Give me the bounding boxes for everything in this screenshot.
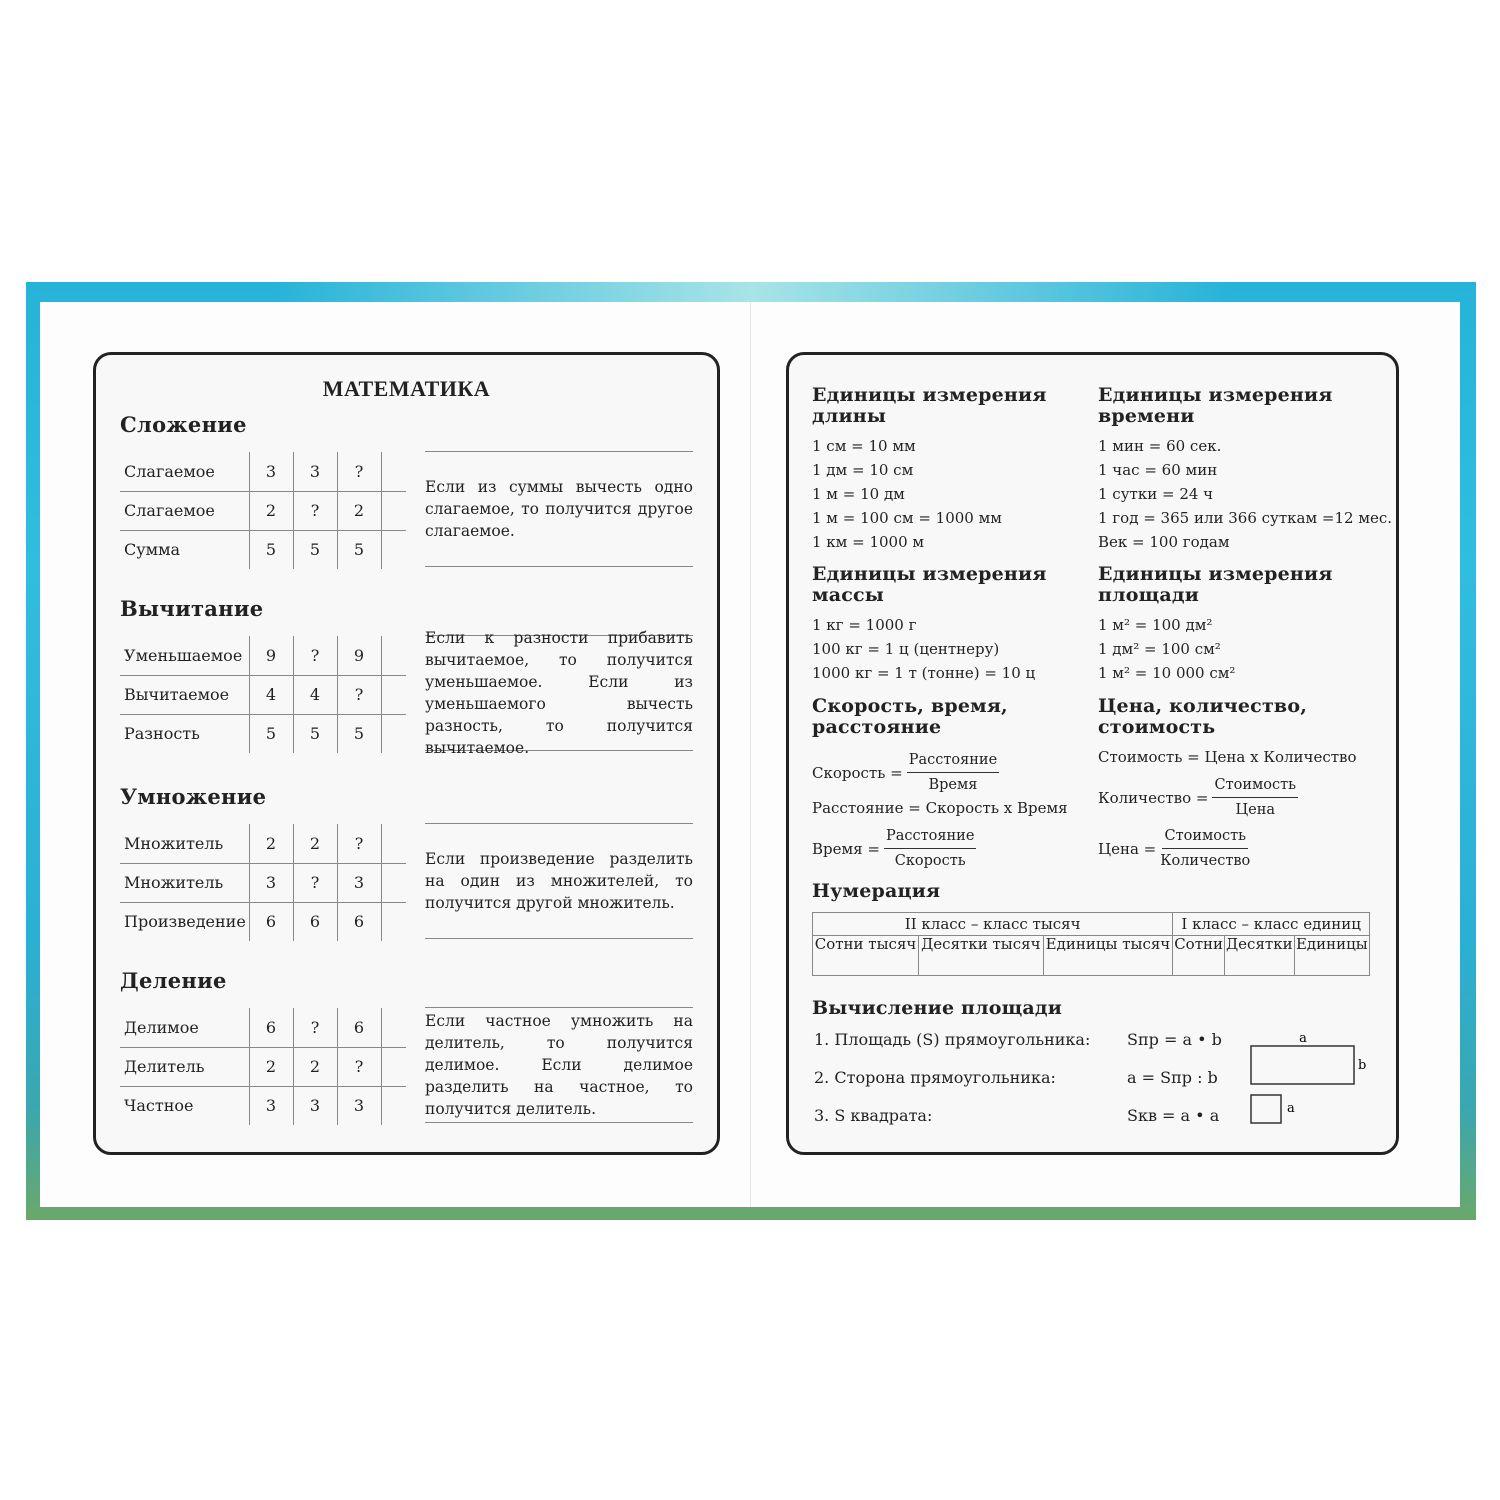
column-divider (293, 636, 294, 753)
row-label: Множитель (124, 873, 224, 892)
row-label: Слагаемое (124, 501, 215, 520)
operation-table (120, 636, 406, 753)
cell-value: ? (310, 1018, 320, 1037)
side-a-label: a (1299, 1031, 1307, 1046)
numerator: Расстояние (884, 824, 976, 849)
column-divider (337, 1008, 338, 1125)
rule-text: Если к разности прибавить вычитаемое, то получится уменьшаемое. Если из уменьшаемого вычесть разность, то получится вычитаемое. (425, 629, 693, 757)
formula-lhs: Скорость = (812, 763, 903, 782)
class-thousands: II класс – класс тысяч (813, 913, 1173, 936)
rule-text: Если частное умножить на делитель, то получится делимое. Если делимое разделить на частное, то получится делитель. (425, 1012, 693, 1118)
section-4 (120, 966, 695, 1146)
cell-value: 5 (309, 724, 321, 743)
rectangle-square-diagram (1245, 1030, 1375, 1130)
numeration-heading: Нумерация (812, 880, 941, 902)
unit-line: 1 год = 365 или 366 суткам =12 мес. (1098, 509, 1393, 527)
cell-value: 3 (265, 462, 277, 481)
table-row (120, 1047, 406, 1086)
area-item-formula: a = Sпр : b (1127, 1068, 1218, 1087)
area-item-label: 2. Сторона прямоугольника: (814, 1068, 1056, 1087)
distance-formula: Расстояние = Скорость х Время (812, 799, 1068, 817)
cell-value: 6 (309, 912, 321, 931)
row-label: Делимое (124, 1018, 199, 1037)
fraction (1160, 824, 1250, 873)
cell-value: 5 (265, 724, 277, 743)
cell-value: 6 (353, 912, 365, 931)
unit-line: 1 м² = 10 000 см² (1098, 664, 1236, 682)
column-divider (381, 452, 382, 569)
mass-heading: Единицы измерения массы (812, 563, 1047, 606)
row-label: Сумма (124, 540, 181, 559)
row-label: Множитель (124, 834, 224, 853)
cell-value: 2 (309, 834, 321, 853)
column-divider (293, 452, 294, 569)
table-row (120, 452, 406, 491)
table-row (120, 1008, 406, 1047)
row-divider (120, 491, 406, 492)
operation-table (120, 452, 406, 569)
cell-value: 4 (265, 685, 277, 704)
price-formula (1098, 824, 1250, 873)
unit-line: 1 м = 100 см = 1000 мм (812, 509, 1002, 527)
formula-lhs: Количество = (1098, 788, 1209, 807)
cell-value: 3 (353, 1096, 365, 1115)
unit-line: 1 м = 10 дм (812, 485, 905, 503)
cell-value: 3 (265, 1096, 277, 1115)
place-value-column: Сотни тысяч (813, 936, 919, 976)
rule-note (425, 823, 693, 939)
unit-line: 100 кг = 1 ц (центнеру) (812, 640, 1000, 658)
section-2 (120, 594, 695, 774)
column-divider (381, 1008, 382, 1125)
unit-line: 1 км = 1000 м (812, 533, 925, 551)
formula-lhs: Время = (812, 839, 880, 858)
cell-value: 2 (309, 1057, 321, 1076)
cell-value: 2 (353, 501, 365, 520)
table-row (120, 714, 406, 753)
row-label: Уменьшаемое (124, 646, 243, 665)
column-divider (249, 1008, 250, 1125)
area-item-formula: Sпр = a • b (1127, 1030, 1222, 1049)
rule-note (425, 451, 693, 567)
price-heading: Цена, количество, стоимость (1098, 695, 1308, 738)
numerator: Стоимость (1162, 824, 1248, 849)
cell-value: 5 (309, 540, 321, 559)
unit-line: 1 дм = 10 см (812, 461, 914, 479)
row-label: Частное (124, 1096, 194, 1115)
column-divider (249, 636, 250, 753)
unit-line: 1 час = 60 мин (1098, 461, 1218, 479)
row-label: Делитель (124, 1057, 205, 1076)
place-value-column: Единицы тысяч (1043, 936, 1173, 976)
unit-line: Век = 100 годам (1098, 533, 1230, 551)
rule-text: Если произведение разделить на один из множителей, то получится другой множитель. (425, 850, 693, 912)
table-row (120, 636, 406, 675)
table-row (120, 530, 406, 569)
side-b-label: b (1358, 1058, 1367, 1073)
section-heading: Вычитание (120, 596, 264, 621)
table-row (120, 902, 406, 941)
cost-formula: Стоимость = Цена х Количество (1098, 748, 1357, 766)
unit-line: 1 сутки = 24 ч (1098, 485, 1214, 503)
place-value-column: Единицы (1294, 936, 1369, 976)
cell-value: 6 (353, 1018, 365, 1037)
table-row (120, 675, 406, 714)
cell-value: ? (354, 462, 364, 481)
row-divider (120, 902, 406, 903)
rule-note (425, 629, 693, 757)
cell-value: 3 (353, 873, 365, 892)
cell-value: 3 (309, 462, 321, 481)
rectangle-shape (1251, 1046, 1354, 1084)
area-item-label: 3. S квадрата: (814, 1106, 933, 1125)
section-3 (120, 782, 695, 962)
cell-value: 6 (265, 1018, 277, 1037)
class-units: I класс – класс единиц (1173, 913, 1370, 936)
row-label: Разность (124, 724, 200, 743)
unit-line: 1000 кг = 1 т (тонне) = 10 ц (812, 664, 1036, 682)
section-heading: Умножение (120, 784, 267, 809)
column-divider (337, 636, 338, 753)
cell-value: 3 (265, 873, 277, 892)
table-row (120, 863, 406, 902)
table-row (120, 824, 406, 863)
row-divider (120, 863, 406, 864)
unit-line: 1 кг = 1000 г (812, 616, 917, 634)
unit-line: 1 дм² = 100 см² (1098, 640, 1221, 658)
table-row (120, 491, 406, 530)
place-value-column: Десятки (1224, 936, 1294, 976)
quantity-formula (1098, 773, 1298, 822)
rule-note (425, 1007, 693, 1123)
unit-line: 1 см = 10 мм (812, 437, 916, 455)
cell-value: 9 (353, 646, 365, 665)
row-divider (120, 1047, 406, 1048)
cell-value: 2 (265, 1057, 277, 1076)
section-heading: Сложение (120, 412, 247, 437)
speed-formula (812, 748, 999, 797)
column-divider (381, 636, 382, 753)
cell-value: 5 (353, 724, 365, 743)
area-item-formula: Sкв = a • a (1127, 1106, 1220, 1125)
area-calc-heading: Вычисление площади (812, 997, 1063, 1019)
unit-line: 1 м² = 100 дм² (1098, 616, 1213, 634)
unit-line: 1 мин = 60 сек. (1098, 437, 1222, 455)
time-heading: Единицы измерения времени (1098, 384, 1333, 427)
numerator: Расстояние (907, 748, 999, 773)
fraction (884, 824, 976, 873)
column-divider (249, 452, 250, 569)
column-divider (337, 452, 338, 569)
denominator: Цена (1235, 802, 1276, 818)
numerator: Стоимость (1212, 773, 1298, 798)
row-label: Вычитаемое (124, 685, 230, 704)
cell-value: 9 (265, 646, 277, 665)
place-value-column: Сотни (1173, 936, 1224, 976)
cell-value: 5 (265, 540, 277, 559)
cell-value: 3 (309, 1096, 321, 1115)
column-divider (337, 824, 338, 941)
row-divider (120, 1086, 406, 1087)
fraction (907, 748, 999, 797)
operation-table (120, 824, 406, 941)
column-divider (249, 824, 250, 941)
cell-value: ? (310, 646, 320, 665)
row-divider (120, 675, 406, 676)
area-item-label: 1. Площадь (S) прямоугольника: (814, 1030, 1091, 1049)
cell-value: ? (354, 834, 364, 853)
cell-value: 6 (265, 912, 277, 931)
denominator: Скорость (894, 853, 966, 869)
cell-value: 5 (353, 540, 365, 559)
numeration-table (812, 912, 1370, 976)
page-title: МАТЕМАТИКА (322, 376, 491, 401)
cell-value: ? (310, 873, 320, 892)
square-shape (1251, 1095, 1281, 1123)
rule-text: Если из суммы вычесть одно слагаемое, то получится другое слагаемое. (425, 478, 693, 540)
section-1 (120, 410, 695, 590)
time-formula (812, 824, 976, 873)
column-divider (381, 824, 382, 941)
cell-value: 2 (265, 501, 277, 520)
length-heading: Единицы измерения длины (812, 384, 1047, 427)
speed-heading: Скорость, время, расстояние (812, 695, 1008, 738)
column-divider (293, 824, 294, 941)
area-units-heading: Единицы измерения площади (1098, 563, 1333, 606)
cell-value: 2 (265, 834, 277, 853)
cell-value: ? (354, 1057, 364, 1076)
fraction (1212, 773, 1298, 822)
row-label: Произведение (124, 912, 246, 931)
square-side-label: a (1287, 1101, 1295, 1116)
formula-lhs: Цена = (1098, 839, 1157, 858)
denominator: Время (928, 777, 978, 793)
cell-value: 4 (309, 685, 321, 704)
section-heading: Деление (120, 968, 227, 993)
cell-value: ? (310, 501, 320, 520)
row-divider (120, 714, 406, 715)
operation-table (120, 1008, 406, 1125)
row-label: Слагаемое (124, 462, 215, 481)
place-value-column: Десятки тысяч (919, 936, 1043, 976)
cell-value: ? (354, 685, 364, 704)
row-divider (120, 530, 406, 531)
denominator: Количество (1160, 853, 1251, 869)
column-divider (293, 1008, 294, 1125)
table-row (120, 1086, 406, 1125)
